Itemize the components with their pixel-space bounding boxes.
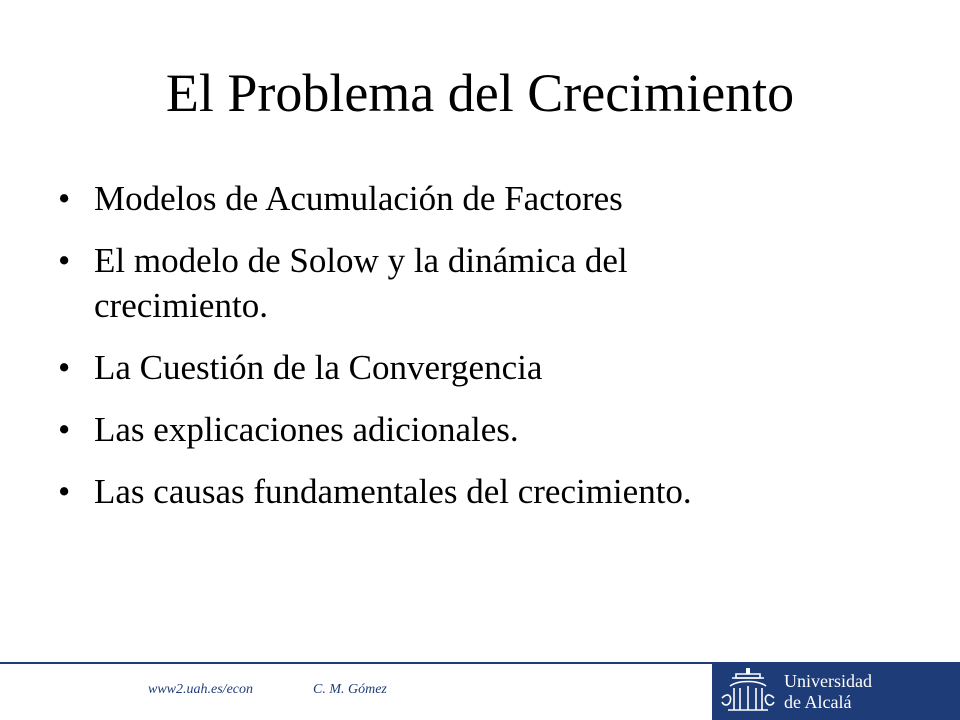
bullet-dot: • bbox=[58, 241, 71, 280]
footer-author: C. M. Gómez bbox=[313, 682, 387, 697]
bullet-text: La Cuestión de la Convergencia bbox=[94, 348, 543, 387]
university-logo bbox=[712, 664, 960, 720]
university-emblem-icon bbox=[716, 666, 780, 718]
bullet-text: Modelos de Acumulación de Factores bbox=[94, 179, 623, 218]
bullet-dot: • bbox=[58, 179, 71, 218]
bullet-item bbox=[58, 407, 918, 452]
bullet-dot: • bbox=[58, 348, 71, 387]
university-name bbox=[784, 671, 872, 713]
bullet-text: Las causas fundamentales del crecimiento. bbox=[94, 472, 692, 511]
bullet-item bbox=[58, 176, 918, 221]
slide-title: El Problema del Crecimiento bbox=[165, 63, 795, 123]
logo-line-2: de Alcalá bbox=[784, 692, 852, 712]
logo-line-1: Universidad bbox=[784, 671, 872, 691]
bullet-text: Las explicaciones adicionales. bbox=[94, 410, 519, 449]
bullet-text: El modelo de Solow y la dinámica del crecimiento. bbox=[94, 241, 628, 325]
bullet-dot: • bbox=[58, 410, 71, 449]
bullet-item bbox=[58, 238, 918, 328]
bullet-list bbox=[58, 176, 918, 531]
bullet-item bbox=[58, 345, 918, 390]
bullet-item bbox=[58, 469, 918, 514]
bullet-dot: • bbox=[58, 472, 71, 511]
footer-url: www2.uah.es/econ bbox=[148, 682, 253, 697]
